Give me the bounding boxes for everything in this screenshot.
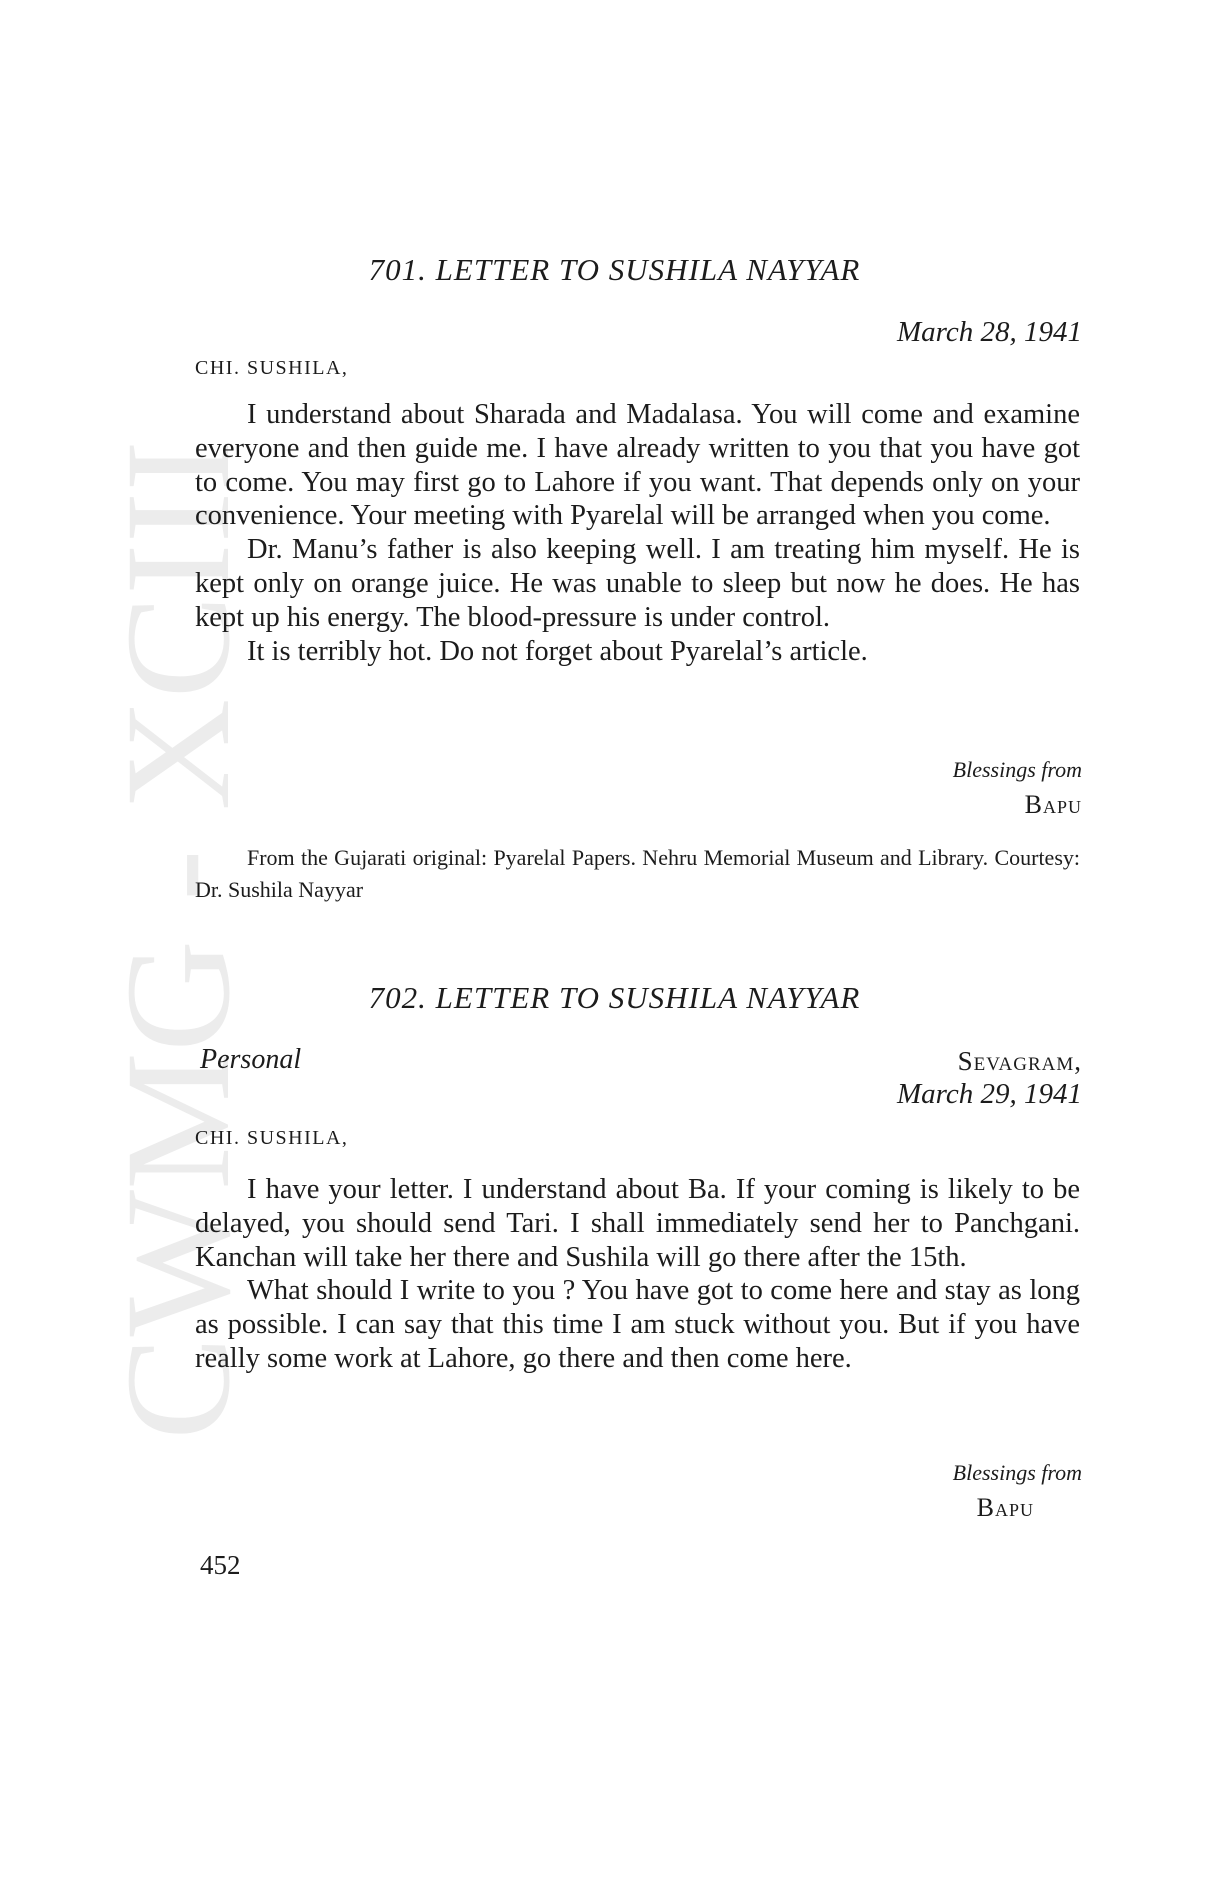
letter-body bbox=[195, 398, 1080, 668]
letter-title: 702. LETTER TO SUSHILA NAYYAR bbox=[368, 980, 861, 1015]
letter-title: 701. LETTER TO SUSHILA NAYYAR bbox=[368, 252, 861, 287]
salutation: CHI. SUSHILA, bbox=[195, 357, 349, 379]
blessings: Blessings from bbox=[952, 1460, 1082, 1485]
letter-place: Sevagram, bbox=[957, 1046, 1082, 1076]
letter-date: March 29, 1941 bbox=[897, 1078, 1082, 1110]
signature: Bapu bbox=[976, 1493, 1034, 1522]
blessings: Blessings from bbox=[952, 757, 1082, 782]
paragraph: I have your letter. I understand about Ba. If your coming is likely to be delayed, you should send Tari. I shall immediately send her to Panchgani. Kanchan will take her there and Sushila will go there after the 15th. bbox=[195, 1174, 1080, 1273]
personal-label: Personal bbox=[200, 1044, 302, 1075]
letter-body bbox=[195, 1173, 1080, 1376]
watermark-text: CWMG XCIII bbox=[108, 473, 248, 1440]
paragraph: Dr. Manu’s father is also keeping well. I am treating him myself. He is kept only on orange juice. He was unable to sleep but now he does. He has kept up his energy. The blood-pressure is under control. bbox=[195, 534, 1080, 633]
paragraph: What should I write to you ? You have got to come here and stay as long as possible. I can say that this time I am stuck without you. But if you have really some work at Lahore, go there and then come here. bbox=[195, 1275, 1080, 1374]
salutation: CHI. SUSHILA, bbox=[195, 1127, 349, 1149]
letter-date: March 28, 1941 bbox=[897, 316, 1082, 348]
source-text: From the Gujarati original: Pyarelal Papers. Nehru Memorial Museum and Library. Courtesy: Dr. Sushila Nayyar bbox=[195, 845, 1080, 902]
page-number: 452 bbox=[200, 1550, 241, 1580]
paragraph: I understand about Sharada and Madalasa. You will come and examine everyone and then guide me. I have already written to you that you have got to come. You may first go to Lahore if you want. That depends only on your convenience. Your meeting with Pyarelal will be arranged when you come. bbox=[195, 399, 1080, 532]
paragraph: It is terribly hot. Do not forget about Pyarelal’s article. bbox=[247, 635, 868, 667]
source-note bbox=[195, 842, 1080, 906]
signature: Bapu bbox=[1024, 790, 1082, 819]
